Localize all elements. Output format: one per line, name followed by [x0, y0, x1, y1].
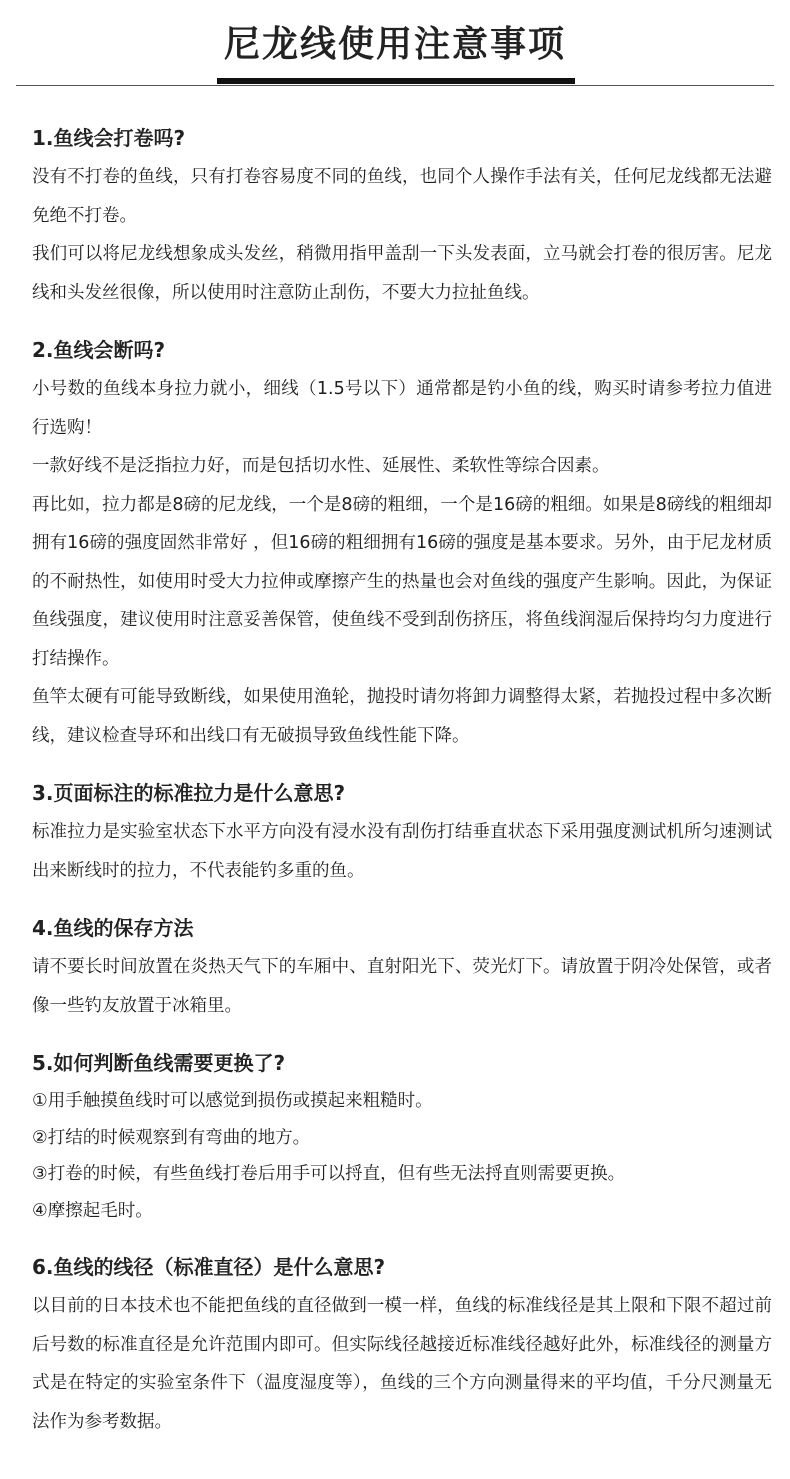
page-title: 尼龙线使用注意事项 — [223, 24, 566, 65]
list-item: ②打结的时候观察到有弯曲的地方。 — [32, 1127, 311, 1148]
section-title: 1.鱼线会打卷吗? — [32, 126, 186, 150]
section-storage — [32, 908, 772, 1025]
page-header — [0, 0, 790, 90]
section-title: 4.鱼线的保存方法 — [32, 916, 194, 940]
header-divider — [16, 85, 774, 86]
section-curling — [32, 118, 772, 312]
title-underline — [217, 78, 575, 84]
paragraph: 小号数的鱼线本身拉力就小，细线（1.5号以下）通常都是钓小鱼的线，购买时请参考拉力值进行选购！ — [32, 379, 772, 438]
paragraph: 我们可以将尼龙线想象成头发丝，稍微用指甲盖刮一下头发表面，立马就会打卷的很厉害。尼龙线和头发丝很像，所以使用时注意防止刮伤，不要大力拉扯鱼线。 — [32, 244, 772, 303]
paragraph: 请不要长时间放置在炎热天气下的车厢中、直射阳光下、荧光灯下。请放置于阴冷处保管，或者像一些钓友放置于冰箱里。 — [32, 957, 772, 1016]
section-title: 3.页面标注的标准拉力是什么意思? — [32, 781, 346, 805]
list-item: ④摩擦起毛时。 — [32, 1200, 153, 1221]
paragraph: 鱼竿太硬有可能导致断线，如果使用渔轮，抛投时请勿将卸力调整得太紧，若抛投过程中多次断线，建议检查导环和出线口有无破损导致鱼线性能下降。 — [32, 687, 772, 746]
paragraph: 再比如，拉力都是8磅的尼龙线，一个是8磅的粗细，一个是16磅的粗细。如果是8磅线的粗细却拥有16磅的强度固然非常好 ，但16磅的粗细拥有16磅的强度是基本要求。另外，由于尼龙材质的不耐热性，如使用时受大力拉伸或摩擦产生的热量也会对鱼线的强度产生影响。因此，为保证鱼线强度，建议使用时注意妥善保管，使鱼线不受到刮伤挤压，将鱼线润湿后保持均匀力度进行打结操作。 — [32, 494, 772, 669]
section-title: 2.鱼线会断吗? — [32, 338, 166, 362]
paragraph: 标准拉力是实验室状态下水平方向没有浸水没有刮伤打结垂直状态下采用强度测试机所匀速测试出来断线时的拉力，不代表能钓多重的鱼。 — [32, 822, 772, 881]
section-breaking — [32, 330, 772, 755]
section-standard-tension — [32, 773, 772, 890]
section-title: 6.鱼线的线径（标准直径）是什么意思? — [32, 1255, 386, 1279]
paragraph: 一款好线不是泛指拉力好，而是包括切水性、延展性、柔软性等综合因素。 — [32, 456, 610, 476]
paragraph: 以目前的日本技术也不能把鱼线的直径做到一模一样，鱼线的标准线径是其上限和下限不超过前后号数的标准直径是允许范围内即可。但实际线径越接近标准线径越好此外，标准线径的测量方式是在特定的实验室条件下（温度湿度等），鱼线的三个方向测量得来的平均值，千分尺测量无法作为参考数据。 — [32, 1296, 772, 1432]
list-item: ③打卷的时候，有些鱼线打卷后用手可以捋直，但有些无法捋直则需要更换。 — [32, 1164, 626, 1184]
section-title: 5.如何判断鱼线需要更换了? — [32, 1051, 286, 1075]
section-replacement — [32, 1043, 772, 1229]
paragraph: 没有不打卷的鱼线，只有打卷容易度不同的鱼线，也同个人操作手法有关，任何尼龙线都无法避免绝不打卷。 — [32, 167, 772, 226]
section-diameter — [32, 1247, 772, 1441]
faq-content — [32, 118, 772, 1459]
list-item: ①用手触摸鱼线时可以感觉到损伤或摸起来粗糙时。 — [32, 1091, 433, 1111]
